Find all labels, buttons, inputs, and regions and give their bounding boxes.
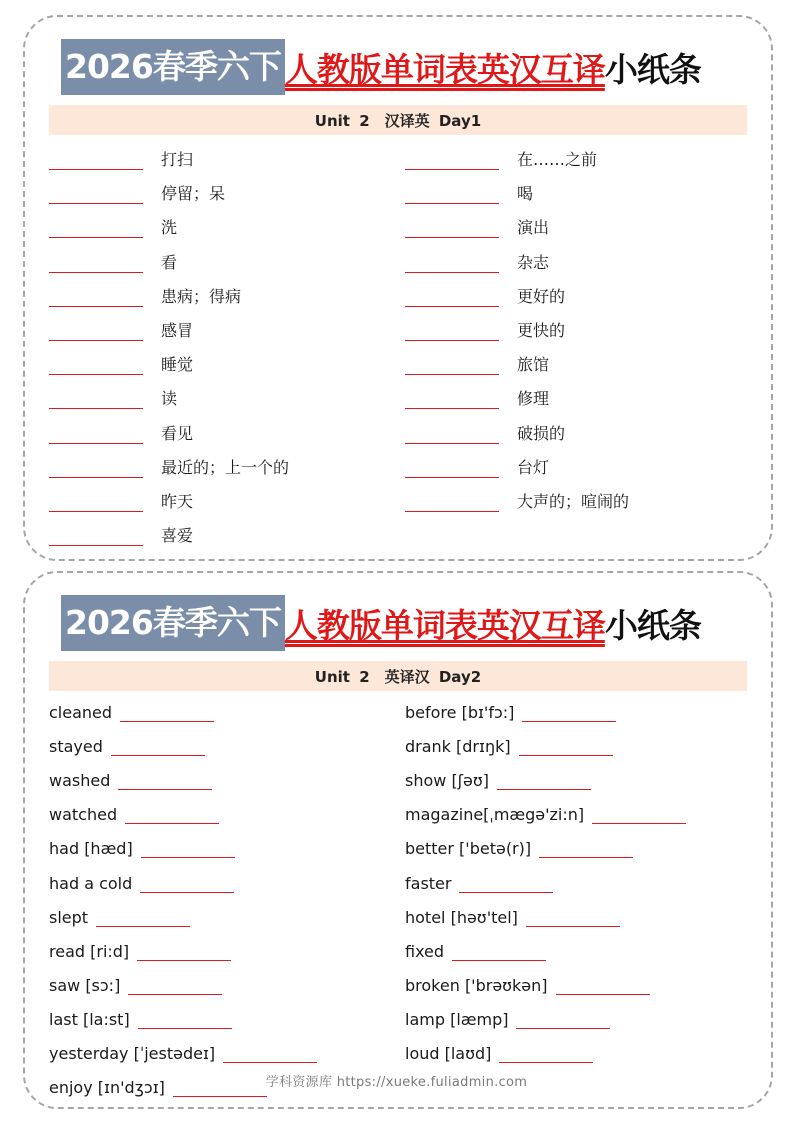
answer-blank[interactable] — [459, 878, 553, 893]
vocab-item-en — [49, 836, 235, 858]
vocab-item-zh — [49, 353, 193, 375]
vocab-item-en — [405, 700, 616, 722]
english-word: fixed — [405, 941, 445, 961]
answer-blank[interactable] — [118, 775, 212, 790]
answer-blank[interactable] — [49, 326, 143, 341]
english-word: lamp [læmp] — [405, 1009, 509, 1029]
answer-blank[interactable] — [96, 912, 190, 927]
answer-blank[interactable] — [405, 429, 499, 444]
title-grade-label: 2026春季六下 — [61, 39, 285, 95]
vocab-item-zh — [49, 285, 241, 307]
title-suffix-label: 小纸条 — [604, 49, 701, 89]
english-word: drank [drɪŋk] — [405, 737, 511, 757]
english-word: stayed — [49, 737, 103, 757]
vocab-item-zh — [405, 285, 565, 307]
chinese-word: 停留；呆 — [161, 184, 226, 204]
chinese-word: 洗 — [161, 218, 178, 238]
english-word: had a cold — [49, 873, 133, 893]
answer-blank[interactable] — [405, 223, 499, 238]
vocab-item-zh — [49, 319, 193, 341]
answer-blank[interactable] — [49, 155, 143, 170]
vocab-item-zh — [49, 524, 193, 546]
english-word: loud [laʊd] — [405, 1044, 492, 1063]
vocab-item-zh — [49, 251, 177, 273]
answer-blank[interactable] — [49, 360, 143, 375]
english-word: faster — [405, 873, 452, 893]
english-word: better ['betə(r)] — [405, 839, 532, 859]
answer-blank[interactable] — [128, 980, 222, 995]
vocab-item-zh — [405, 456, 549, 478]
answer-blank[interactable] — [405, 497, 499, 512]
english-word: washed — [49, 771, 111, 791]
answer-blank[interactable] — [405, 394, 499, 409]
vocab-item-en — [405, 939, 546, 961]
title-main-label: 人教版单词表英汉互译 — [284, 605, 605, 645]
answer-blank[interactable] — [405, 189, 499, 204]
answer-blank[interactable] — [405, 360, 499, 375]
chinese-word: 读 — [161, 389, 178, 409]
page-title — [61, 39, 701, 95]
answer-blank[interactable] — [49, 189, 143, 204]
vocab-item-en — [49, 700, 214, 722]
answer-blank[interactable] — [49, 429, 143, 444]
unit-heading: Unit 2 汉译英 Day1 — [49, 105, 747, 135]
answer-blank[interactable] — [556, 980, 650, 995]
answer-blank[interactable] — [111, 741, 205, 756]
vocab-item-en — [405, 836, 633, 858]
vocab-item-en — [405, 802, 686, 824]
chinese-word: 喜爱 — [161, 526, 194, 546]
vocab-item-en — [49, 1007, 232, 1029]
answer-blank[interactable] — [405, 155, 499, 170]
title-main-label: 人教版单词表英汉互译 — [284, 49, 605, 89]
answer-blank[interactable] — [519, 741, 613, 756]
answer-blank[interactable] — [452, 946, 546, 961]
answer-blank[interactable] — [125, 809, 219, 824]
english-word: read [ri:d] — [49, 941, 130, 961]
answer-blank[interactable] — [49, 292, 143, 307]
vocab-item-en — [49, 905, 190, 927]
vocab-item-en — [405, 1007, 610, 1029]
unit-heading: Unit 2 英译汉 Day2 — [49, 661, 747, 691]
vocab-item-en — [49, 973, 222, 995]
chinese-word: 修理 — [517, 389, 550, 409]
english-word: magazine[ˌmægə'zi:n] — [405, 805, 585, 825]
vocab-item-en — [405, 1041, 593, 1063]
vocab-item-zh — [49, 490, 193, 512]
chinese-word: 更快的 — [517, 321, 566, 340]
answer-blank[interactable] — [499, 1048, 593, 1063]
english-word: saw [sɔ:] — [49, 975, 121, 995]
vocab-item-zh — [405, 148, 597, 170]
english-word: slept — [49, 907, 89, 927]
answer-blank[interactable] — [516, 1014, 610, 1029]
vocab-item-en — [49, 939, 231, 961]
vocab-item-en — [49, 871, 234, 893]
vocab-item-en — [405, 871, 553, 893]
chinese-word: 大声的；喧闹的 — [517, 492, 630, 511]
answer-blank[interactable] — [49, 463, 143, 478]
watermark: 学科资源库 https://xueke.fuliadmin.com — [265, 1075, 528, 1090]
vocab-item-en — [49, 1041, 317, 1063]
chinese-word: 演出 — [517, 218, 550, 238]
chinese-word: 睡觉 — [161, 355, 194, 375]
answer-blank[interactable] — [49, 531, 143, 546]
vocab-item-zh — [49, 456, 289, 478]
english-word: enjoy [ɪn'dʒɔɪ] — [49, 1078, 165, 1098]
english-word: watched — [49, 805, 118, 825]
answer-blank[interactable] — [522, 707, 616, 722]
worksheet-card-day2 — [23, 571, 773, 1109]
answer-blank[interactable] — [120, 707, 214, 722]
vocab-item-zh — [49, 216, 177, 238]
worksheet-card-day1 — [23, 15, 773, 561]
english-word: had [hæd] — [49, 839, 133, 859]
english-word: broken ['brəʊkən] — [405, 975, 548, 995]
chinese-word: 台灯 — [517, 457, 550, 477]
answer-blank[interactable] — [49, 394, 143, 409]
answer-blank[interactable] — [497, 775, 591, 790]
answer-blank[interactable] — [592, 809, 686, 824]
chinese-word: 昨天 — [161, 492, 194, 511]
chinese-word: 感冒 — [161, 321, 194, 340]
answer-blank[interactable] — [49, 497, 143, 512]
answer-blank[interactable] — [137, 946, 231, 961]
vocab-item-zh — [49, 148, 193, 170]
chinese-word: 看见 — [161, 423, 194, 443]
english-word: cleaned — [49, 703, 113, 722]
vocab-item-zh — [405, 216, 549, 238]
english-word: hotel [həʊ'tel] — [405, 907, 518, 927]
chinese-word: 在……之前 — [517, 150, 598, 169]
vocab-item-zh — [49, 422, 193, 444]
vocab-item-zh — [405, 353, 549, 375]
english-word: last [la:st] — [49, 1009, 130, 1029]
vocab-item-en — [49, 802, 219, 824]
answer-blank[interactable] — [49, 258, 143, 273]
vocab-item-en — [405, 734, 613, 756]
english-word: show [ʃəʊ] — [405, 771, 490, 791]
vocab-item-zh — [405, 387, 549, 409]
vocab-item-en — [405, 768, 591, 790]
chinese-word: 喝 — [517, 184, 534, 204]
chinese-word: 最近的；上一个的 — [161, 457, 290, 477]
answer-blank[interactable] — [405, 292, 499, 307]
title-grade-label: 2026春季六下 — [61, 595, 285, 651]
title-suffix-label: 小纸条 — [604, 605, 701, 645]
chinese-word: 患病；得病 — [161, 286, 242, 306]
chinese-word: 更好的 — [517, 286, 566, 306]
vocab-item-zh — [405, 182, 533, 204]
chinese-word: 旅馆 — [517, 355, 550, 375]
answer-blank[interactable] — [405, 326, 499, 341]
english-word: yesterday [ˈjestədeɪ] — [49, 1044, 216, 1063]
answer-blank[interactable] — [223, 1048, 317, 1063]
answer-blank[interactable] — [138, 1014, 232, 1029]
answer-blank[interactable] — [49, 223, 143, 238]
answer-blank[interactable] — [141, 843, 235, 858]
vocab-item-zh — [49, 387, 177, 409]
vocab-item-zh — [49, 182, 225, 204]
chinese-word: 打扫 — [161, 150, 194, 169]
vocab-item-en — [405, 973, 650, 995]
answer-blank[interactable] — [526, 912, 620, 927]
vocab-item-zh — [405, 251, 549, 273]
chinese-word: 破损的 — [517, 423, 566, 443]
chinese-word: 杂志 — [517, 252, 550, 272]
chinese-word: 看 — [161, 252, 178, 272]
page-title — [61, 595, 701, 651]
answer-blank[interactable] — [539, 843, 633, 858]
vocab-item-zh — [405, 319, 565, 341]
answer-blank[interactable] — [405, 258, 499, 273]
answer-blank[interactable] — [405, 463, 499, 478]
vocab-item-zh — [405, 422, 565, 444]
answer-blank[interactable] — [140, 878, 234, 893]
english-word: before [bɪ'fɔ:] — [405, 703, 515, 722]
vocab-item-en — [405, 905, 620, 927]
vocab-item-zh — [405, 490, 629, 512]
vocab-item-en — [49, 734, 205, 756]
vocab-item-en — [49, 768, 212, 790]
